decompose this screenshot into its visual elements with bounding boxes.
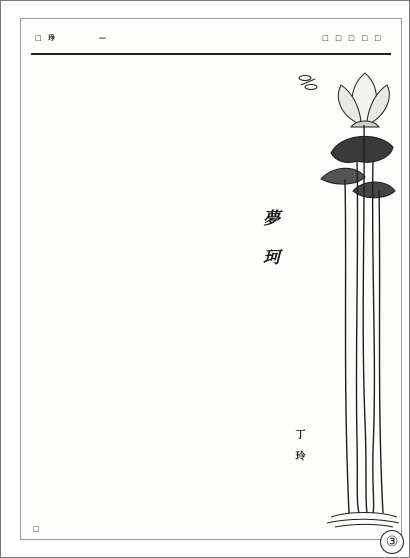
circled-number-marker: ③ (380, 530, 404, 554)
lotus-flower-and-dragonfly-illustration (261, 61, 401, 531)
running-head-left: □ 琤 (35, 33, 58, 42)
dragonfly-icon (299, 76, 317, 90)
article-title: 夢 珂 (259, 209, 279, 273)
running-head-right: □ □ □ □ □ (322, 33, 383, 42)
body-text-bottom-left (47, 325, 157, 505)
article-author: 丁 玲 (293, 429, 304, 465)
body-text-top-left (49, 63, 153, 219)
running-head-middle: — (99, 33, 108, 42)
magazine-page (20, 18, 402, 540)
header-rule (31, 53, 391, 55)
lotus-flower-icon (338, 73, 389, 127)
body-text-mid-left (49, 225, 153, 321)
page-number: □ (33, 524, 40, 533)
water-ripples-icon (327, 513, 399, 528)
